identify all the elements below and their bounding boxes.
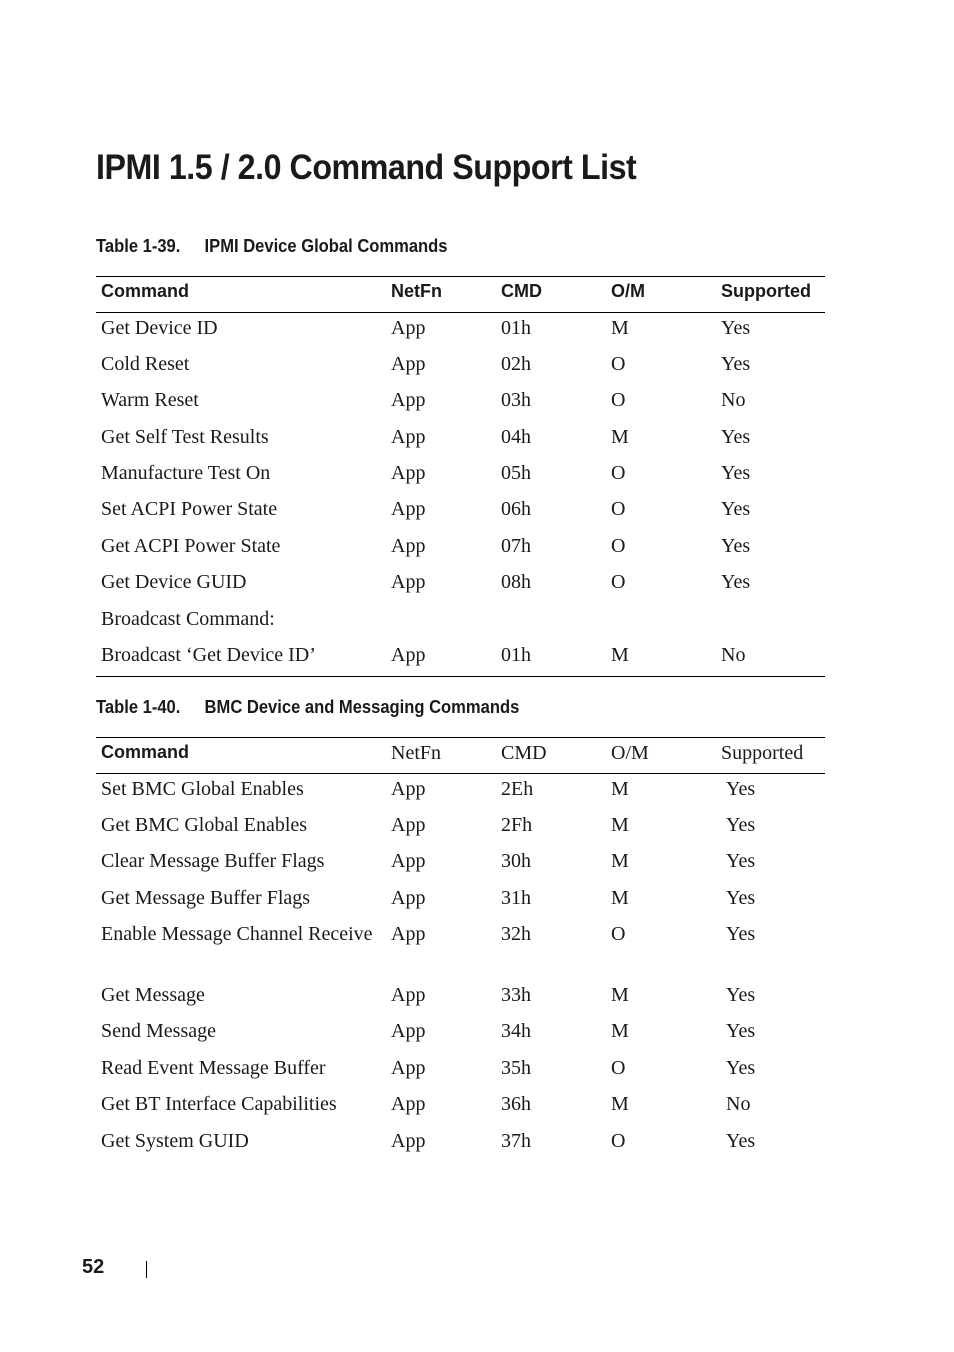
- table-row: [96, 774, 825, 810]
- column-header-supported: Supported: [716, 277, 825, 313]
- cell-supported: No: [716, 640, 825, 676]
- cell-netfn: App: [391, 813, 426, 836]
- table-row: [96, 458, 825, 494]
- cell-om: M: [606, 640, 716, 676]
- cell-netfn: App: [391, 1129, 426, 1152]
- cell-command: Set BMC Global Enables: [101, 778, 304, 800]
- table-row: [96, 313, 825, 349]
- cell-command: Get Message Buffer Flags: [101, 886, 311, 909]
- table-caption-title: IPMI Device Global Commands: [204, 236, 448, 256]
- table-row: [96, 494, 825, 530]
- cell-netfn: App: [391, 923, 426, 946]
- cell-om: [606, 604, 716, 640]
- cell-supported: Yes: [726, 1129, 756, 1152]
- table-row: [96, 531, 825, 567]
- column-header-om: O/M: [606, 277, 716, 313]
- ipmi-device-global-commands-table: [96, 276, 825, 677]
- column-header-om: O/M: [606, 738, 716, 774]
- cell-supported: Yes: [726, 850, 756, 873]
- cell-supported: Yes: [726, 984, 756, 1007]
- cell-netfn: App: [386, 640, 496, 676]
- table-row: [96, 349, 825, 385]
- table-row: [96, 604, 825, 640]
- cell-netfn: App: [391, 534, 426, 557]
- page-number: 52: [82, 1256, 105, 1278]
- cell-netfn: App: [391, 352, 426, 375]
- cell-cmd: 05h: [501, 462, 531, 485]
- cell-command: Send Message: [101, 1020, 216, 1043]
- cell-command: Manufacture Test On: [101, 462, 271, 485]
- table-row: [96, 640, 825, 676]
- cell-om: M: [611, 813, 629, 836]
- column-header-supported: Supported: [716, 738, 825, 774]
- cell-cmd: 2Eh: [501, 778, 534, 800]
- column-header-cmd: CMD: [496, 738, 606, 774]
- table-row: [96, 422, 825, 458]
- table-row: [96, 1089, 825, 1125]
- cell-netfn: App: [391, 778, 426, 800]
- cell-cmd: 03h: [501, 389, 531, 412]
- cell-om: O: [611, 389, 626, 412]
- table-row: [96, 980, 825, 1016]
- cell-om: O: [611, 1056, 626, 1079]
- page-title: IPMI 1.5 / 2.0 Command Support List: [96, 148, 637, 187]
- cell-supported: Yes: [721, 498, 751, 521]
- footer-divider: [146, 1261, 147, 1278]
- table-row: [96, 846, 825, 882]
- cell-supported: Yes: [721, 571, 751, 594]
- cell-command: Get Device ID: [101, 317, 218, 339]
- cell-om: O: [611, 1129, 626, 1152]
- cell-cmd: 01h: [496, 640, 606, 676]
- cell-supported: Yes: [721, 317, 751, 339]
- cell-command: Get Message: [101, 984, 205, 1007]
- cell-command: Get Self Test Results: [101, 425, 269, 448]
- cell-cmd: 2Fh: [501, 813, 533, 836]
- column-header-cmd: CMD: [496, 277, 606, 313]
- table-row: [96, 883, 825, 919]
- cell-supported: No: [721, 389, 746, 412]
- cell-om: M: [611, 1020, 629, 1043]
- cell-command: Enable Message Channel Receive: [101, 923, 373, 946]
- cell-cmd: 34h: [501, 1020, 531, 1043]
- cell-netfn: App: [391, 984, 426, 1007]
- cell-netfn: App: [391, 1093, 426, 1116]
- column-header-command: Command: [96, 738, 386, 774]
- cell-netfn: App: [391, 571, 426, 594]
- cell-netfn: App: [391, 850, 426, 873]
- cell-supported: Yes: [721, 534, 751, 557]
- cell-netfn: App: [391, 1020, 426, 1043]
- cell-om: M: [611, 984, 629, 1007]
- cell-netfn: [386, 604, 496, 640]
- cell-command: Broadcast Command:: [101, 607, 275, 630]
- cell-command: Warm Reset: [101, 389, 199, 412]
- cell-command: Get BMC Global Enables: [101, 813, 308, 836]
- table-row: [96, 1126, 825, 1162]
- cell-om: O: [611, 534, 626, 557]
- cell-command: Clear Message Buffer Flags: [101, 850, 325, 873]
- cell-command: Read Event Message Buffer: [101, 1056, 326, 1079]
- cell-command: Cold Reset: [101, 352, 190, 375]
- cell-om: O: [611, 352, 626, 375]
- table-caption-number: Table 1-40.: [96, 697, 181, 717]
- table-caption-number: Table 1-39.: [96, 236, 181, 256]
- table-row: [96, 919, 825, 980]
- cell-supported: Yes: [721, 462, 751, 485]
- cell-supported: Yes: [726, 813, 756, 836]
- cell-command: Get System GUID: [101, 1129, 249, 1152]
- cell-om: M: [611, 778, 629, 800]
- table-row: [96, 1016, 825, 1052]
- cell-cmd: 07h: [501, 534, 531, 557]
- cell-supported: Yes: [726, 778, 756, 800]
- cell-om: O: [611, 571, 626, 594]
- cell-om: M: [611, 886, 629, 909]
- cell-command: Get Device GUID: [101, 571, 247, 594]
- cell-om: O: [611, 923, 626, 946]
- cell-cmd: 35h: [501, 1056, 531, 1079]
- cell-cmd: 31h: [501, 886, 531, 909]
- table-caption-title: BMC Device and Messaging Commands: [204, 697, 520, 717]
- cell-netfn: App: [391, 425, 426, 448]
- cell-command: Get ACPI Power State: [101, 534, 281, 557]
- cell-cmd: 36h: [501, 1093, 531, 1116]
- table-row: [96, 810, 825, 846]
- table-caption-1-40: [96, 697, 519, 718]
- cell-supported: Yes: [726, 1020, 756, 1043]
- cell-cmd: 01h: [501, 317, 531, 339]
- cell-om: M: [611, 1093, 629, 1116]
- cell-cmd: 06h: [501, 498, 531, 521]
- cell-supported: Yes: [721, 425, 751, 448]
- table-row: [96, 1053, 825, 1089]
- cell-cmd: [496, 604, 606, 640]
- cell-netfn: App: [391, 462, 426, 485]
- column-header-netfn: NetFn: [386, 277, 496, 313]
- bmc-device-messaging-commands-table: [96, 737, 825, 1162]
- cell-cmd: 33h: [501, 984, 531, 1007]
- cell-supported: [716, 604, 825, 640]
- column-header-netfn: NetFn: [386, 738, 496, 774]
- column-header-command: Command: [96, 277, 386, 313]
- cell-om: M: [611, 317, 629, 339]
- cell-supported: Yes: [726, 923, 756, 946]
- cell-om: O: [611, 498, 626, 521]
- cell-netfn: App: [391, 389, 426, 412]
- cell-cmd: 32h: [501, 923, 531, 946]
- cell-cmd: 02h: [501, 352, 531, 375]
- cell-netfn: App: [391, 498, 426, 521]
- table-header-row: [96, 277, 825, 313]
- cell-cmd: 30h: [501, 850, 531, 873]
- cell-netfn: App: [391, 886, 426, 909]
- cell-supported: Yes: [726, 1056, 756, 1079]
- table-row: [96, 567, 825, 603]
- cell-supported: Yes: [726, 886, 756, 909]
- cell-netfn: App: [391, 1056, 426, 1079]
- cell-command: Broadcast ‘Get Device ID’: [96, 640, 386, 676]
- cell-om: M: [611, 425, 629, 448]
- cell-supported: No: [726, 1093, 751, 1116]
- cell-cmd: 08h: [501, 571, 531, 594]
- cell-command: Set ACPI Power State: [101, 498, 278, 521]
- cell-supported: Yes: [721, 352, 751, 375]
- cell-netfn: App: [391, 317, 426, 339]
- cell-command: Get BT Interface Capabilities: [101, 1093, 337, 1116]
- table-caption-1-39: [96, 236, 448, 257]
- cell-cmd: 04h: [501, 425, 531, 448]
- table-header-row: [96, 738, 825, 774]
- cell-cmd: 37h: [501, 1129, 531, 1152]
- cell-om: M: [611, 850, 629, 873]
- cell-om: O: [611, 462, 626, 485]
- table-row: [96, 385, 825, 421]
